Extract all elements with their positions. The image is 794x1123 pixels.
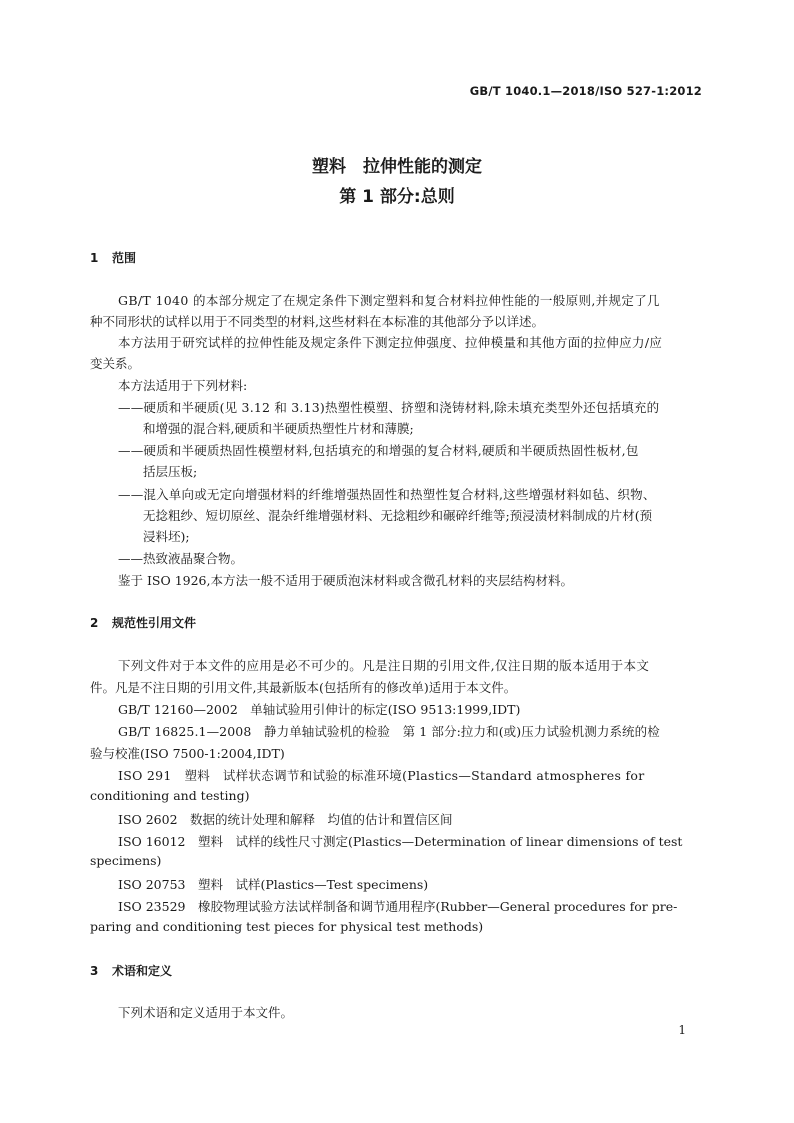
section-number: 2 [90,616,99,630]
section-number: 3 [90,964,99,978]
section-2-heading [90,614,196,631]
document-title-line1: 塑料 拉伸性能的测定 [312,157,482,177]
paragraph-line: GB/T 1040 的本部分规定了在规定条件下测定塑料和复合材料拉伸性能的一般原则,并规定了几 [118,293,660,308]
section-title: 规范性引用文件 [112,616,197,630]
reference-line: GB/T 12160—2002 单轴试验用引伸计的标定(ISO 9513:1999,IDT) [118,702,521,717]
paragraph-line: 下列文件对于本文件的应用是必不可少的。凡是注日期的引用文件,仅注日期的版本适用于本文 [118,658,650,673]
reference-line: ISO 16012 塑料 试样的线性尺寸测定(Plastics—Determination of linear dimensions of test [118,834,683,849]
list-item-line: 浸料坯); [143,529,190,544]
reference-line: 验与校准(ISO 7500-1:2004,IDT) [90,746,285,761]
paragraph-line: 本方法用于研究试样的拉伸性能及规定条件下测定拉伸强度、拉伸模量和其他方面的拉伸应力/应 [118,335,663,350]
list-item-line: 括层压板; [143,464,198,479]
reference-line: ISO 291 塑料 试样状态调节和试验的标准环境(Plastics—Standard atmospheres for [118,768,645,783]
reference-line: ISO 20753 塑料 试样(Plastics—Test specimens) [118,877,429,892]
paragraph-line: 件。凡是不注日期的引用文件,其最新版本(包括所有的修改单)适用于本文件。 [90,680,517,695]
paragraph-line: 变关系。 [90,356,141,371]
list-item-line: ——硬质和半硬质(见 3.12 和 3.13)热塑性模塑、挤塑和浇铸材料,除未填充类型外还包括填充的 [118,400,660,415]
list-item-line: 无捻粗纱、短切原丝、混杂纤维增强材料、无捻粗纱和碾碎纤维等;预浸渍材料制成的片材(预 [143,508,653,523]
reference-line: paring and conditioning test pieces for physical test methods) [90,919,484,934]
section-title: 术语和定义 [112,964,173,978]
paragraph-line: 鉴于 ISO 1926,本方法一般不适用于硬质泡沫材料或含微孔材料的夹层结构材料。 [118,573,573,588]
standard-code: GB/T 1040.1—2018/ISO 527-1:2012 [469,84,702,98]
section-number: 1 [90,251,99,265]
list-item-line: ——硬质和半硬质热固性模塑材料,包括填充的和增强的复合材料,硬质和半硬质热固性板材,包 [118,443,639,458]
paragraph-line: 本方法适用于下列材料: [118,378,248,393]
reference-line: conditioning and testing) [90,788,250,803]
section-1-heading [90,249,136,266]
list-item-line: 和增强的混合料,硬质和半硬质热塑性片材和薄膜; [143,421,414,436]
reference-line: GB/T 16825.1—2008 静力单轴试验机的检验 第 1 部分:拉力和(或)压力试验机测力系统的检 [118,724,660,739]
reference-line: ISO 23529 橡胶物理试验方法试样制备和调节通用程序(Rubber—General procedures for pre- [118,899,678,914]
page-number: 1 [678,1023,686,1037]
section-3-heading [90,962,172,979]
reference-line: specimens) [90,853,162,868]
list-item-line: ——混入单向或无定向增强材料的纤维增强热固性和热塑性复合材料,这些增强材料如毡、织物、 [118,487,656,502]
section-title: 范围 [112,251,137,265]
reference-line: ISO 2602 数据的统计处理和解释 均值的估计和置信区间 [118,812,453,827]
list-item-line: ——热致液晶聚合物。 [118,551,244,566]
document-title-line2: 第 1 部分:总则 [339,187,455,207]
paragraph-line: 种不同形状的试样以用于不同类型的材料,这些材料在本标准的其他部分予以详述。 [90,314,544,329]
paragraph-line: 下列术语和定义适用于本文件。 [118,1005,294,1020]
